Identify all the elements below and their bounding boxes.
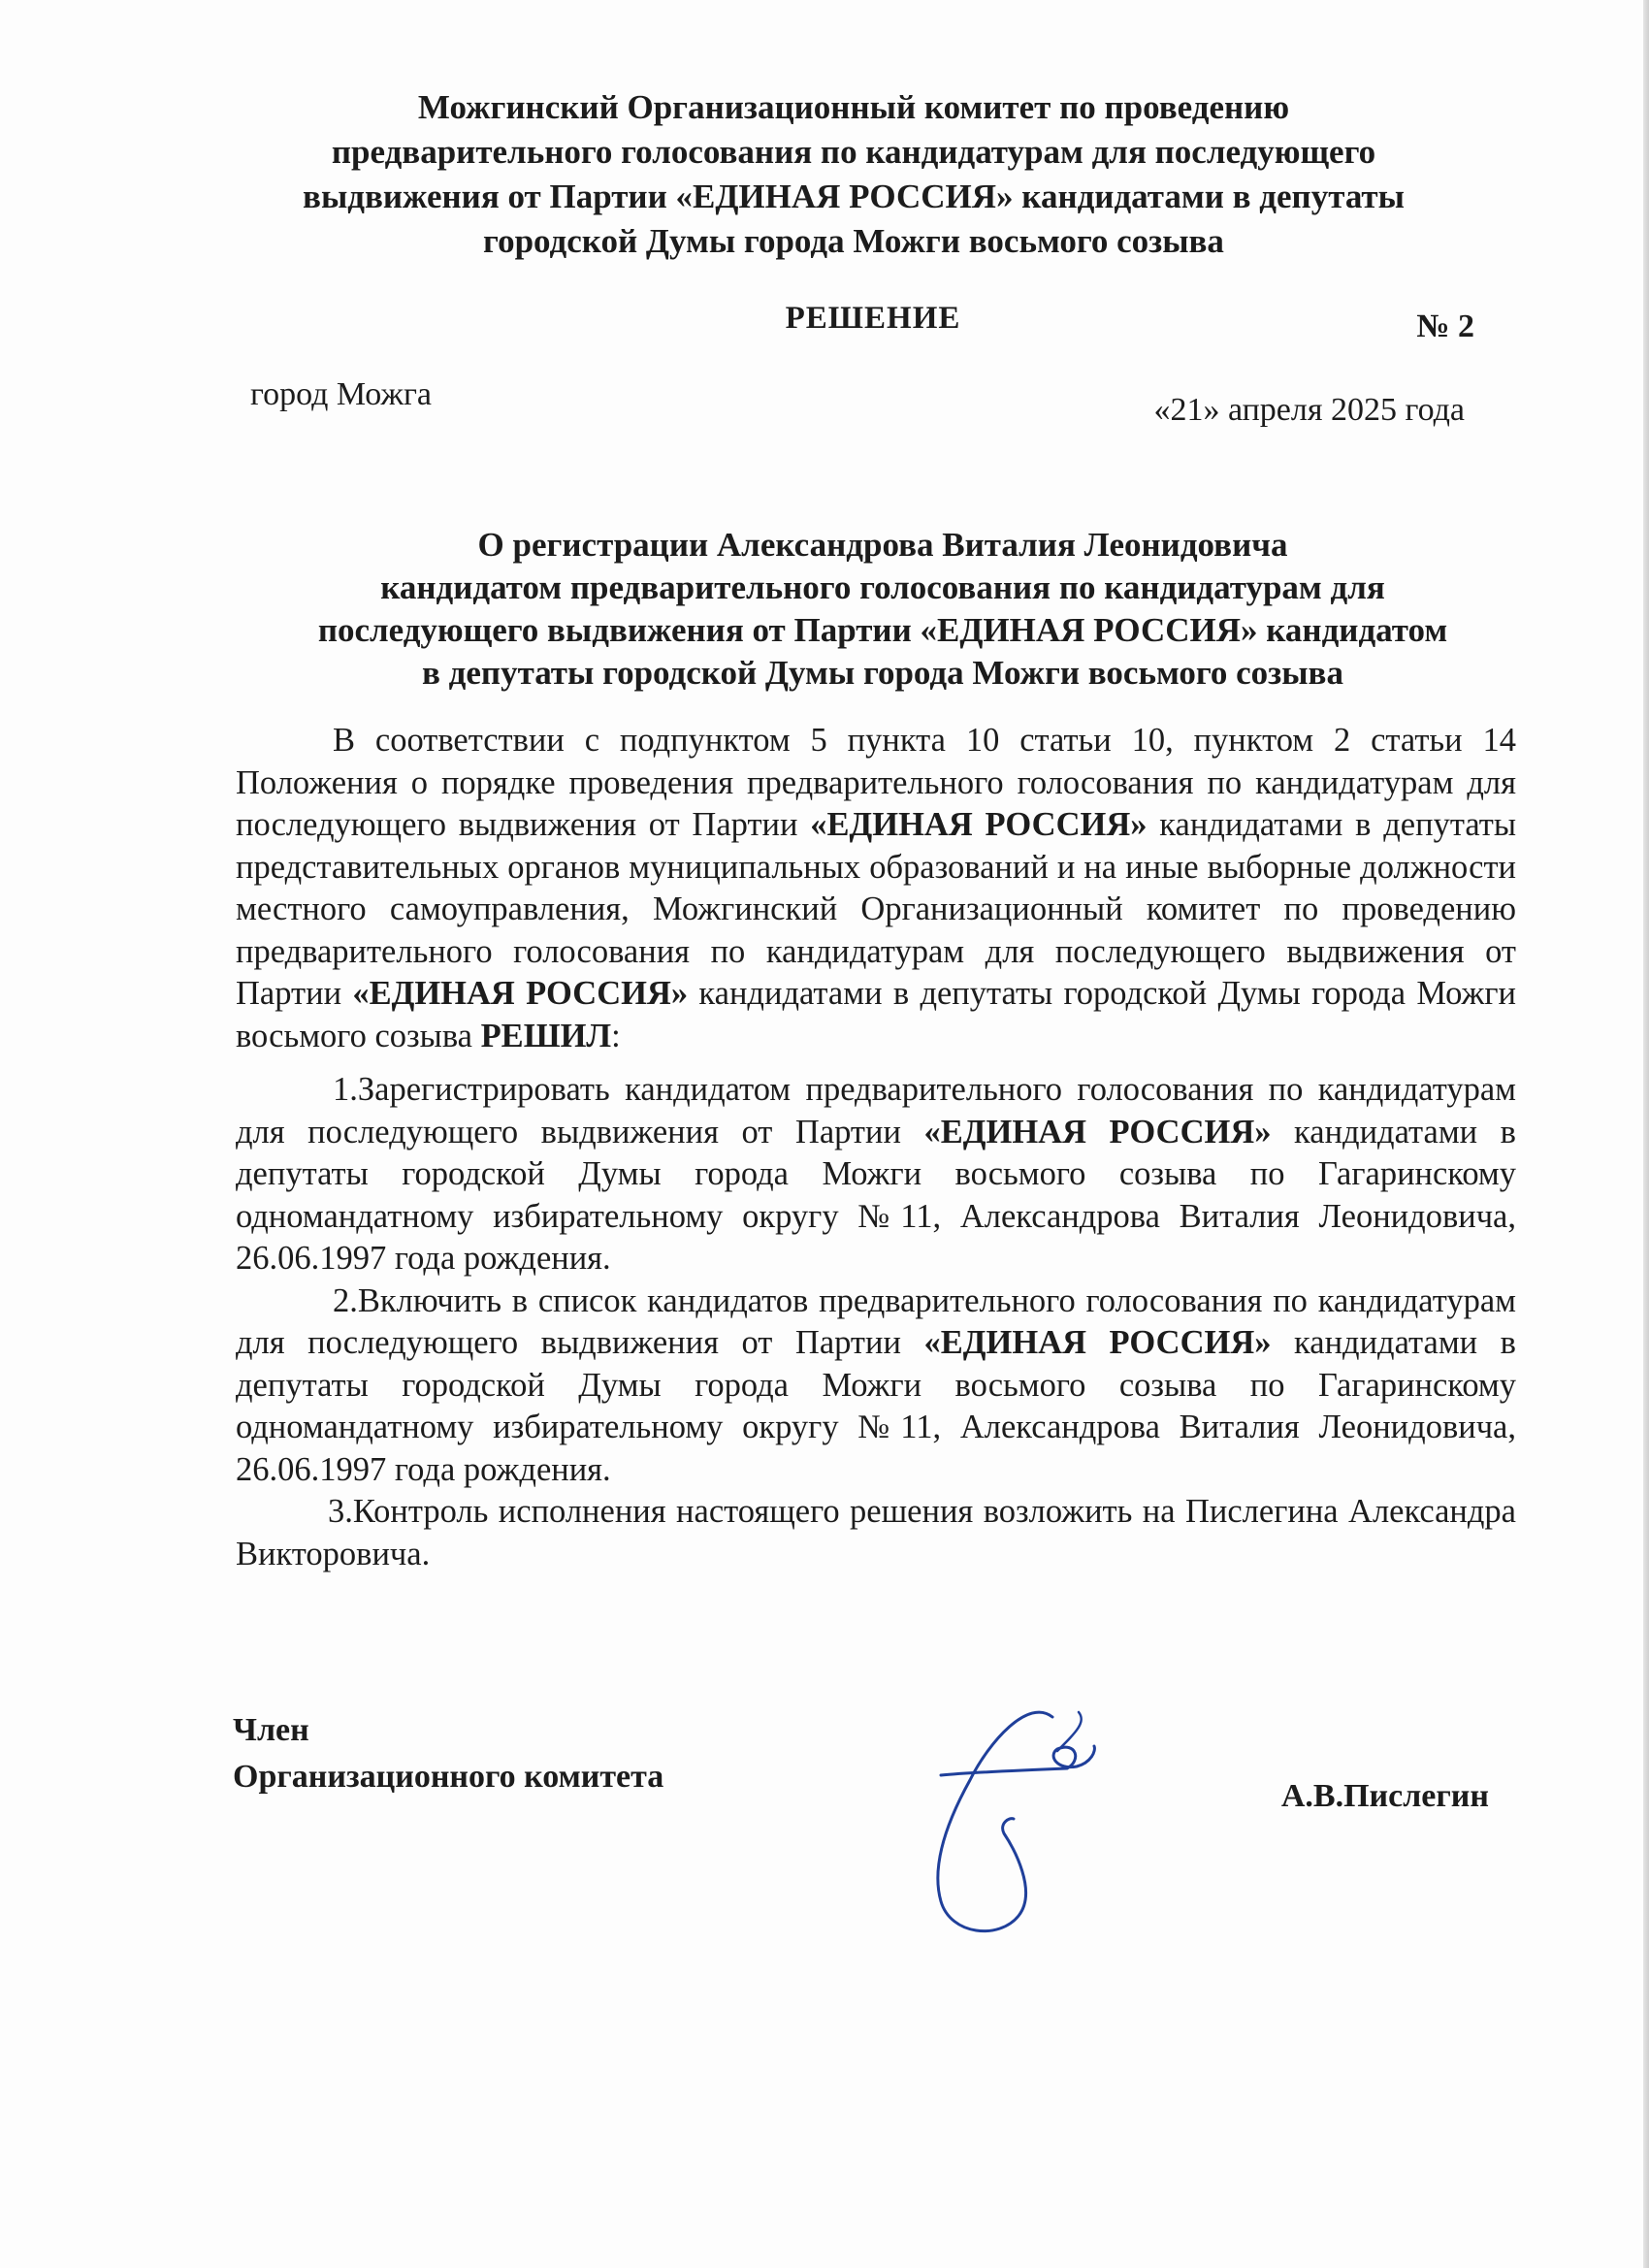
- item-2-rest: кандидатами в депутаты городской Думы города Можги восьмого созыва по Гагаринскому одномандатному избирательному округу №11, Александрова Виталия Леонидовича, 26.06.1997 года рождения.: [236, 1324, 1516, 1488]
- party-name: «ЕДИНАЯ РОССИЯ»: [810, 806, 1148, 843]
- preamble-paragraph: [236, 720, 1516, 1057]
- resolved-word: РЕШИЛ: [480, 1017, 612, 1054]
- subject-line-2: кандидатом предварительного голосования по кандидатурам для: [380, 568, 1385, 606]
- subject-line-1: О регистрации Александрова Виталия Леонидовича: [477, 526, 1288, 564]
- signatory-role: [233, 1707, 663, 1800]
- item-2-paragraph: [236, 1280, 1516, 1492]
- subject-line-4: в депутаты городской Думы города Можги восьмого созыва: [422, 654, 1343, 692]
- preamble-part-2: кандидатами в депутаты представительных органов муниципальных образований и на иные выборные должности местного самоуправления, Можгинский Организационный комитет по проведению предварительного голосования по кандидатурам для последующего выдвижения от Партии: [236, 806, 1516, 1012]
- signature-stroke: [938, 1712, 1052, 1931]
- city-label: город Можга: [250, 376, 432, 412]
- item-2-lead: 2.Включить в список кандидатов предварительного голосования по кандидатурам для последующего выдвижения от Партии: [236, 1281, 1516, 1361]
- item-3-paragraph: [236, 1491, 1516, 1575]
- preamble-part-1: В соответствии с подпунктом 5 пункта 10 статьи 10, пунктом 2 статьи 14 Положения о порядке проведения предварительного голосования по кандидатурам для последующего выдвижения от Партии: [236, 722, 1516, 843]
- header-line-3: выдвижения от Партии «ЕДИНАЯ РОССИЯ» кандидатами в депутаты: [303, 178, 1405, 215]
- decision-title: РЕШЕНИЕ: [785, 301, 961, 336]
- handwritten-signature: [912, 1702, 1145, 1945]
- signatory-role-line-1: Член: [233, 1712, 309, 1748]
- header-line-4: городской Думы города Можги восьмого созыва: [483, 222, 1224, 260]
- item-1-rest: кандидатами в депутаты городской Думы города Можги восьмого созыва по Гагаринскому одномандатному избирательному округу №11, Александрова Виталия Леонидовича, 26.06.1997 года рождения.: [236, 1113, 1516, 1277]
- decision-number: № 2: [1416, 308, 1474, 344]
- party-name: «ЕДИНАЯ РОССИЯ»: [352, 975, 689, 1012]
- committee-header: [223, 85, 1484, 264]
- item-1-paragraph: [236, 1069, 1516, 1280]
- header-line-1: Можгинский Организационный комитет по проведению: [417, 88, 1290, 126]
- signature-stroke: [1057, 1712, 1082, 1751]
- signatory-name: А.В.Пислегин: [1280, 1778, 1489, 1814]
- resolved-colon: :: [611, 1017, 621, 1054]
- header-line-2: предварительного голосования по кандидатурам для последующего: [331, 133, 1376, 171]
- subject-line-3: последующего выдвижения от Партии «ЕДИНАЯ РОССИЯ» кандидатом: [317, 611, 1448, 649]
- item-3-text: 3.Контроль исполнения настоящего решения возложить на Пислегина Александра Викторовича.: [236, 1493, 1516, 1572]
- decision-body: [236, 720, 1516, 1575]
- page-edge-shadow: [1643, 0, 1649, 2268]
- item-1-lead: 1.Зарегистрировать кандидатом предварительного голосования по кандидатурам для последующего выдвижения от Партии: [236, 1071, 1516, 1150]
- decision-date: «21» апреля 2025 года: [1153, 392, 1465, 428]
- signature-stroke: [941, 1746, 1094, 1775]
- preamble-part-3: кандидатами в депутаты городской Думы города Можги восьмого созыва: [236, 975, 1516, 1054]
- decision-subject: [233, 524, 1533, 695]
- party-name: «ЕДИНАЯ РОССИЯ»: [923, 1113, 1272, 1150]
- party-name: «ЕДИНАЯ РОССИЯ»: [923, 1324, 1272, 1361]
- signatory-role-line-2: Организационного комитета: [233, 1759, 664, 1795]
